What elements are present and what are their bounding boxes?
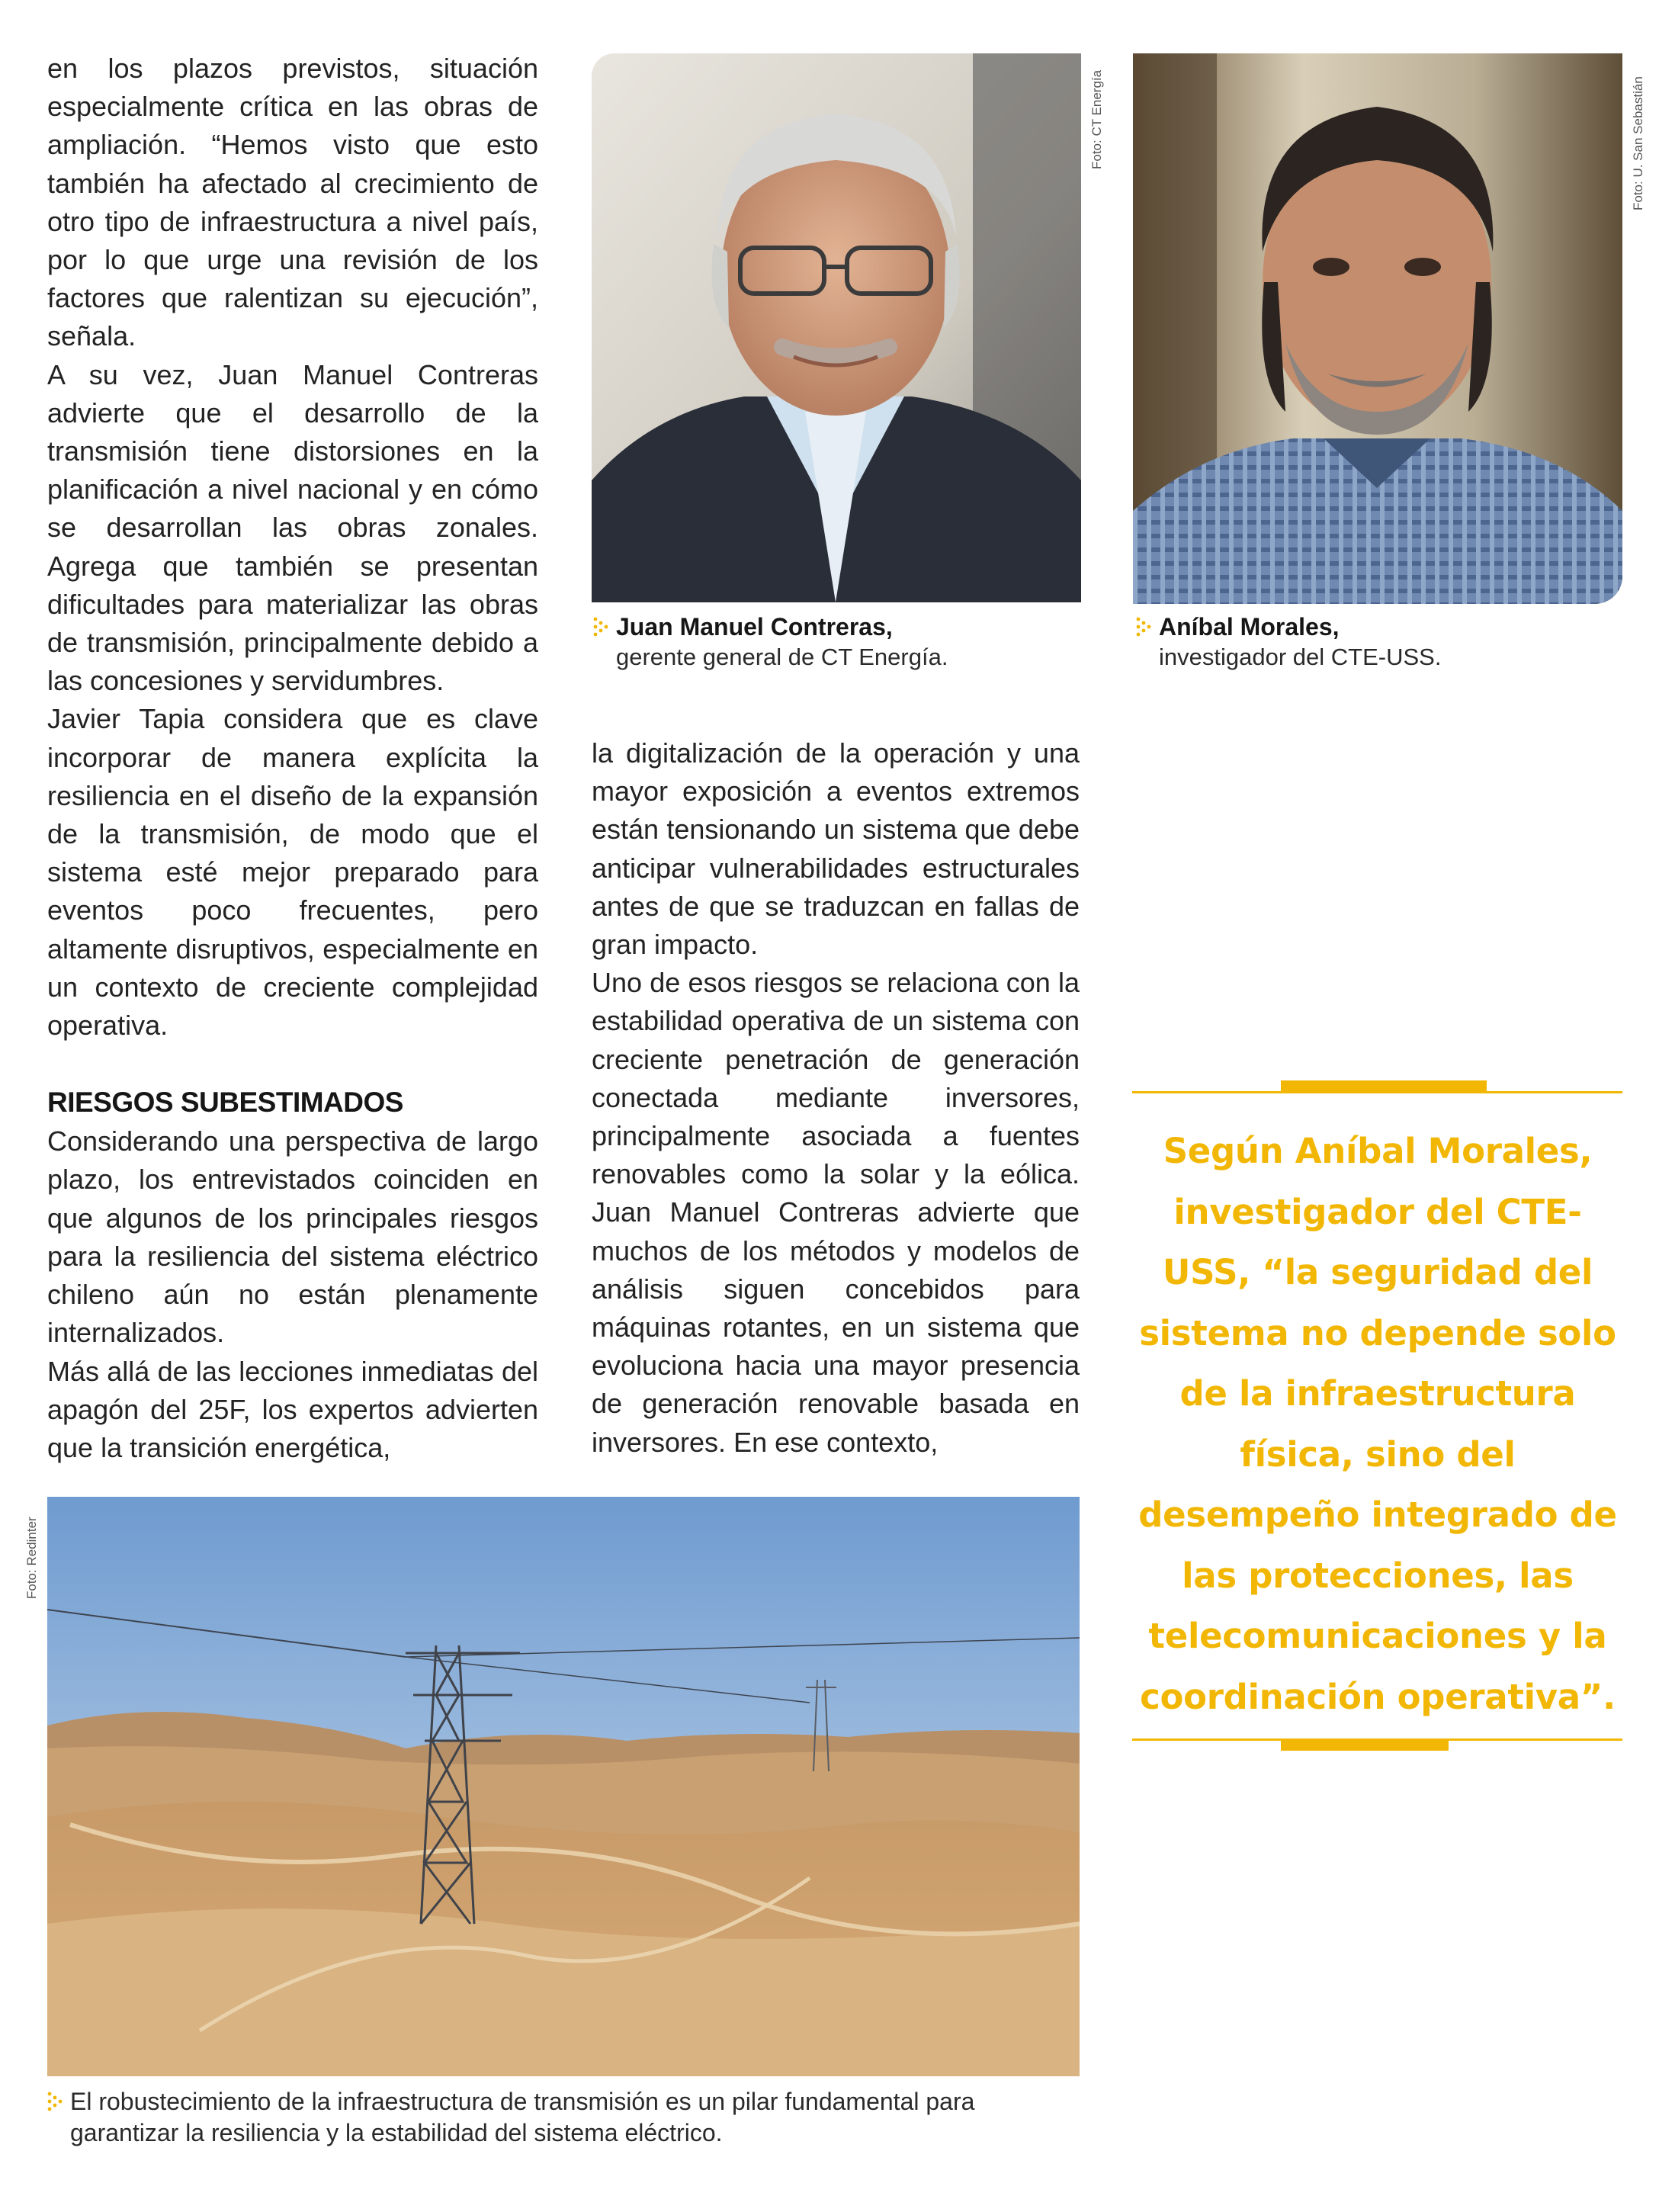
article-column-left xyxy=(47,50,538,1467)
photo-transmission-tower xyxy=(47,1497,1080,2076)
caption-arrow-icon xyxy=(47,2091,63,2112)
paragraph: la digitalización de la operación y una mayor exposición a eventos extremos están tensionando un sistema que debe anticipar vulnerabilidades estructurales antes de que se traduzcan en fallas de gran impacto. xyxy=(592,737,1080,961)
paragraph: Javier Tapia considera que es clave incorporar de manera explícita la resiliencia en el diseño de la expansión de la transmisión, de modo que el sistema esté mejor preparado para eventos poco frecuentes, pero altamente disruptivos, especialmente en un contexto de creciente complejidad operativa. xyxy=(47,703,538,1042)
photo-juan-manuel-contreras xyxy=(592,53,1081,602)
caption-name: Juan Manuel Contreras, xyxy=(616,613,893,640)
caption-text: El robustecimiento de la infraestructura de transmisión es un pilar fundamental para garantizar la resiliencia y la estabilidad del sistema eléctrico. xyxy=(70,2088,975,2146)
photo-caption xyxy=(1159,612,1616,673)
paragraph: A su vez, Juan Manuel Contreras advierte que el desarrollo de la transmisión tiene distorsiones en la planificación a nivel nacional y en cómo se desarrollan las obras zonales. Agrega que también se presentan dificultades para materializar las obras de transmisión, principalmente debido a las concesiones y servidumbres. xyxy=(47,358,538,697)
caption-arrow-icon xyxy=(1136,616,1151,637)
caption-name: Aníbal Morales, xyxy=(1159,613,1340,640)
article-column-middle xyxy=(592,734,1080,1462)
pullquote: Según Aníbal Morales, investigador del CTE-USS, “la seguridad del sistema no depende solo de la infraestructura física, sino del desempeño integrado de las protecciones, las telecomunicaciones y la coordinación operativa”. xyxy=(1138,1131,1617,1717)
paragraph: Uno de esos riesgos se relaciona con la estabilidad operativa de un sistema con creciente penetración de generación conectada mediante inversores, principalmente asociada a fuentes renovables como la solar y la eólica. Juan Manuel Contreras advierte que muchos de los métodos y modelos de análisis siguen concebidos para máquinas rotantes, en un sistema que evoluciona hacia una mayor presencia de generación renovable basada en inversores. En ese contexto, xyxy=(592,967,1080,1458)
pullquote-rule-top xyxy=(1132,1091,1622,1093)
photo-credit: Foto: U. San Sebastián xyxy=(1631,76,1645,210)
caption-role: investigador del CTE-USS. xyxy=(1159,644,1442,670)
caption-role: gerente general de CT Energía. xyxy=(616,644,948,670)
photo-credit: Foto: CT Energía xyxy=(1089,69,1104,169)
paragraph: en los plazos previstos, situación especialmente crítica en las obras de ampliación. “Hemos visto que esto también ha afectado al crecimiento de otro tipo de infraestructura a nivel país, por lo que urge una revisión de los factores que ralentizan su ejecución”, señala. xyxy=(47,53,538,352)
pullquote-bar-top xyxy=(1281,1080,1487,1091)
photo-anibal-morales xyxy=(1133,53,1622,604)
caption-arrow-icon xyxy=(593,616,608,637)
photo-credit: Foto: Redinter xyxy=(24,1517,39,1599)
photo-caption xyxy=(70,2086,1084,2149)
photo-caption xyxy=(616,612,1073,673)
pullquote-bar-bottom xyxy=(1281,1740,1449,1751)
paragraph: Considerando una perspectiva de largo plazo, los entrevistados coinciden en que algunos de los principales riesgos para la resiliencia del sistema eléctrico chileno aún no están plenamente internalizados. xyxy=(47,1125,538,1349)
paragraph: Más allá de las lecciones inmediatas del apagón del 25F, los expertos advierten que la transición energética, xyxy=(47,1355,538,1463)
section-subhead: RIESGOS SUBESTIMADOS xyxy=(47,1087,403,1119)
